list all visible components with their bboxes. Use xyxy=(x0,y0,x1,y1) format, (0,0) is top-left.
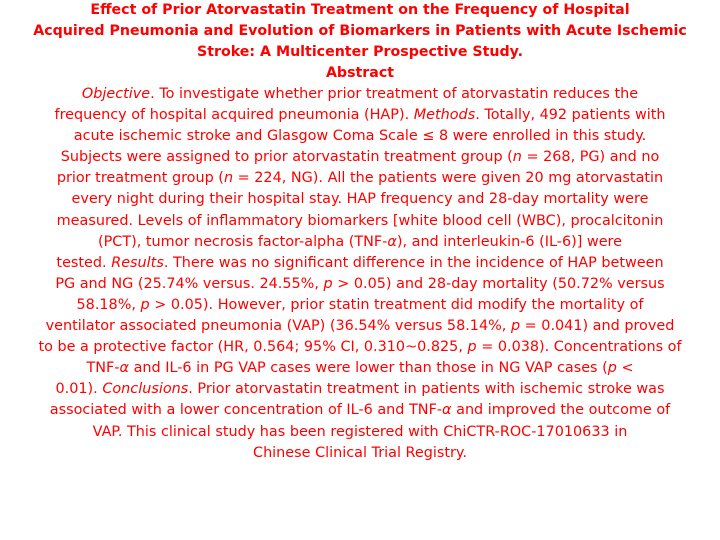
abstract-text-run: . Totally, 492 patients with xyxy=(475,107,666,124)
abstract-text-run: ventilator associated pneumonia (VAP) (36.54% versus 58.14%, xyxy=(45,318,511,335)
abstract-italic-run: Conclusions xyxy=(102,381,189,398)
abstract-text-run: 0.01). xyxy=(55,381,103,398)
abstract-text-run: 58.18%, xyxy=(76,296,141,313)
title-line: Acquired Pneumonia and Evolution of Biomarkers in Patients with Acute Ischemic xyxy=(33,23,687,39)
abstract-text-run: > 0.05). However, prior statin treatment did modify the mortality of xyxy=(149,296,644,313)
abstract-text-run: to be a protective factor (HR, 0.564; 95% CI, 0.310~0.825, xyxy=(38,339,468,356)
abstract-italic-run: p xyxy=(607,360,617,377)
abstract-line xyxy=(10,147,710,168)
abstract-heading: Abstract xyxy=(325,65,395,81)
title-line: Effect of Prior Atorvastatin Treatment on the Frequency of Hospital xyxy=(90,2,630,18)
abstract-text-run: measured. Levels of inflammatory biomarkers [white blood cell (WBC), procalcitonin xyxy=(56,212,664,229)
abstract-text-run: = 0.041) and proved xyxy=(520,318,675,335)
abstract-text-run: acute ischemic stroke and Glasgow Coma Scale ≤ 8 were enrolled in this study. xyxy=(73,128,647,145)
abstract-line xyxy=(10,358,710,379)
abstract-italic-run: α xyxy=(387,233,397,250)
abstract-text-run: > 0.05) and 28-day mortality (50.72% versus xyxy=(332,275,665,292)
abstract-line xyxy=(10,189,710,210)
abstract-text-run: . To investigate whether prior treatment of atorvastatin reduces the xyxy=(150,86,639,102)
abstract-text-run: . Prior atorvastatin treatment in patients with ischemic stroke was xyxy=(188,381,665,398)
abstract-line xyxy=(10,316,710,337)
abstract-text-run: frequency of hospital acquired pneumonia (HAP). xyxy=(54,107,414,124)
abstract-text-run: = 0.038). Concentrations of xyxy=(476,339,682,356)
abstract-line xyxy=(10,105,710,126)
abstract-line xyxy=(10,232,710,253)
abstract-text-run: = 224, NG). All the patients were given 20 mg atorvastatin xyxy=(233,170,664,187)
abstract-italic-run: p xyxy=(467,339,477,356)
abstract-line xyxy=(10,443,710,464)
abstract-line xyxy=(10,379,710,400)
abstract-text-run: ), and interleukin-6 (IL-6)] were xyxy=(396,233,623,250)
abstract-italic-run: p xyxy=(323,275,333,292)
paper-title xyxy=(10,0,710,63)
abstract-text-run: every night during their hospital stay. HAP frequency and 28-day mortality were xyxy=(71,191,649,208)
abstract-text-run: (PCT), tumor necrosis factor-alpha (TNF- xyxy=(97,233,388,250)
abstract-line xyxy=(10,168,710,189)
abstract-text-run: and improved the outcome of xyxy=(451,402,671,419)
abstract-text-run: tested. xyxy=(56,254,112,271)
abstract-text-run: = 268, PG) and no xyxy=(521,149,660,166)
abstract-text-run: . There was no significant difference in the incidence of HAP between xyxy=(163,254,664,271)
abstract-line xyxy=(10,274,710,295)
abstract-text-run: Subjects were assigned to prior atorvastatin treatment group ( xyxy=(60,149,513,166)
abstract-text-run: associated with a lower concentration of IL-6 and TNF- xyxy=(49,402,443,419)
abstract-text-run: < xyxy=(616,360,634,377)
abstract-italic-run: α xyxy=(119,360,129,377)
abstract-line xyxy=(10,400,710,421)
title-line: Stroke: A Multicenter Prospective Study. xyxy=(197,44,523,60)
abstract-italic-run: n xyxy=(223,170,234,187)
abstract-text-run: prior treatment group ( xyxy=(56,170,224,187)
abstract-italic-run: p xyxy=(510,318,521,335)
abstract-text-run: and IL-6 in PG VAP cases were lower than those in NG VAP cases ( xyxy=(129,360,608,377)
abstract-italic-run: n xyxy=(512,149,522,166)
abstract-line xyxy=(10,422,710,443)
abstract-italic-run: Results xyxy=(111,254,164,271)
abstract-line xyxy=(10,337,710,358)
abstract-body xyxy=(10,84,710,464)
abstract-line xyxy=(10,126,710,147)
abstract-line xyxy=(10,211,710,232)
abstract-text-run: Chinese Clinical Trial Registry. xyxy=(253,444,467,461)
abstract-text-run: TNF- xyxy=(86,360,120,377)
abstract-italic-run: α xyxy=(442,402,452,419)
abstract-line xyxy=(10,253,710,274)
abstract-line xyxy=(10,295,710,316)
abstract-italic-run: p xyxy=(140,296,150,313)
abstract-line xyxy=(10,84,710,105)
abstract-italic-run: Methods xyxy=(413,107,476,124)
abstract-italic-run: Objective xyxy=(81,86,151,102)
abstract-text-run: PG and NG (25.74% versus. 24.55%, xyxy=(55,275,324,292)
abstract-text-run: VAP. This clinical study has been registered with ChiCTR-ROC-17010633 in xyxy=(92,423,628,440)
